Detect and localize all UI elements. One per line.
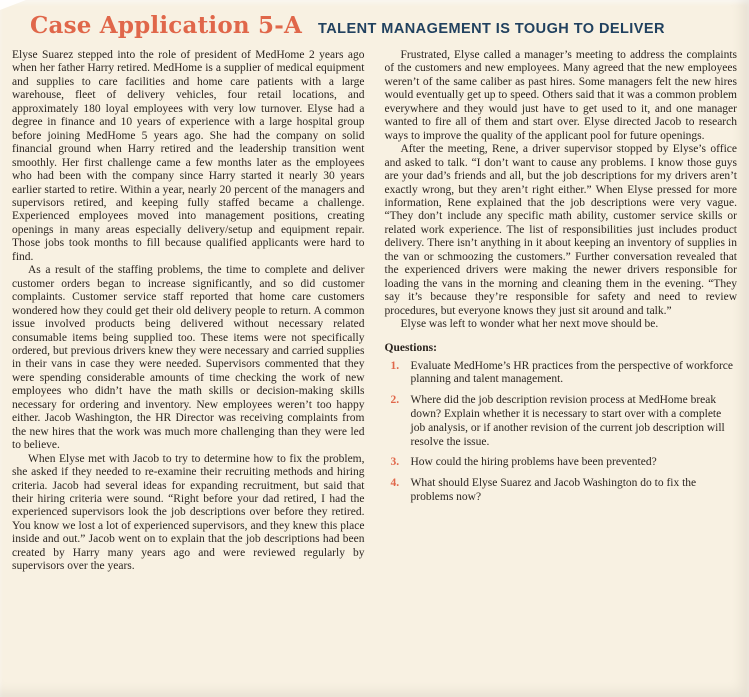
paragraph: When Elyse met with Jacob to try to determine how to fix the problem, she asked if they needed to re-examine their recruiting methods and hiring criteria. Jacob had several ideas for expanding recruitment, but said that their hiring criteria were sound. “Right before your dad retired, I had the experienced supervisors look the job descriptions over before they retired. You know we lost a lot of experienced supervisors, and they knew this place inside and out.” Jacob went on to explain that the job descriptions had been created by Harry many years ago and were reviewed regularly by supervisors over the years. bbox=[12, 452, 365, 573]
question-number: 4. bbox=[390, 477, 400, 490]
question-number: 3. bbox=[390, 456, 400, 469]
case-header bbox=[12, 8, 737, 41]
paragraph: Frustrated, Elyse called a manager’s meeting to address the complaints of the customers and new employees. Many agreed that the new employees weren’t of the same caliber as past hires. Some managers felt the new hires would eventually get up to speed. Others said that it was a common problem everywhere and they would just have to get used to it, and one manager wanted to fire all of them and start over. Elyse directed Jacob to research ways to improve the quality of the applicant pool for future openings. bbox=[384, 49, 737, 142]
question-item bbox=[391, 477, 738, 505]
question-text: What should Elyse Suarez and Jacob Washington do to fix the problems now? bbox=[410, 477, 697, 503]
paragraph: As a result of the staffing problems, the time to complete and deliver customer orders began to increase significantly, and so did customer complaints. Customer service staff reported that home care customers wondered how they could get their old delivery people to return. A common issue involved products being delivered without necessary related consumable items being supplied too. These items were not specifically ordered, but previous drivers knew they were necessary and carried supplies in their vans in case they were needed. Supervisors commented that they were spending considerable amounts of time checking the work of new employees who didn’t have the math skills or decision-making skills necessary for ordering and inventory. New employees weren’t too happy either. Jacob Washington, the HR Director was receiving complaints from the new hires that the work was much more challenging than they were led to believe. bbox=[12, 264, 365, 452]
question-item bbox=[391, 360, 738, 388]
question-number: 2. bbox=[390, 394, 400, 407]
paragraph: Elyse was left to wonder what her next move should be. bbox=[400, 318, 659, 331]
page-title: TALENT MANAGEMENT IS TOUGH TO DELIVER bbox=[318, 21, 665, 37]
question-number: 1. bbox=[390, 359, 400, 372]
case-application-label: Case Application 5-A bbox=[30, 12, 303, 39]
two-column-body bbox=[12, 49, 737, 574]
question-item bbox=[391, 456, 738, 470]
questions-heading: Questions: bbox=[384, 341, 437, 354]
left-column bbox=[12, 49, 365, 574]
questions-list bbox=[385, 360, 738, 505]
question-item bbox=[391, 394, 738, 449]
paragraph: Elyse Suarez stepped into the role of president of MedHome 2 years ago when her father Harry retired. MedHome is a supplier of medical equipment and supplies to care facilities and home care patients with a large warehouse, fleet of delivery vehicles, four retail locations, and approximately 180 loyal employees with very low turnover. Elyse had a degree in finance and 10 years of experience with a large hospital group before joining MedHome 5 years ago. She had the company on solid financial ground when Harry retired and the leadership transition went smoothly. Her first challenge came a few months later as the employees who had been with the company since Harry started it nearly 30 years earlier started to retire. Within a year, nearly 20 percent of the managers and supervisors retired, and keeping fully staffed became a challenge. Experienced employees moved into management positions, creating openings in many areas especially delivery/setup and equipment repair. Those jobs took months to fill because qualified applicants were hard to find. bbox=[12, 49, 365, 263]
question-text: How could the hiring problems have been prevented? bbox=[410, 456, 657, 469]
right-column bbox=[385, 49, 738, 574]
question-text: Evaluate MedHome’s HR practices from the perspective of workforce planning and talent management. bbox=[410, 359, 734, 386]
paragraph: After the meeting, Rene, a driver supervisor stopped by Elyse’s office and asked to talk. “I don’t want to cause any problems. I know those guys are your dad’s friends and all, but the job descriptions for my drivers aren’t exactly wrong, but they aren’t right either.” When Elyse pressed for more information, Rene explained that the job descriptions were very vague. “They don’t include any specific math ability, customer service skills or related work experience. The list of responsibilities just includes product delivery. There isn’t anything in it about keeping an inventory of supplies in the van or schmoozing the customers.” Further conversation revealed that the experienced drivers were making the newer drivers responsible for loading the vans in the morning and cleaning them in the evening. “They say it’s because they’re responsible for safety and need to review procedures, but everyone knows they just sit around and talk.” bbox=[384, 143, 737, 317]
question-text: Where did the job description revision process at MedHome break down? Explain whether it is necessary to start over with a complete job analysis, or if another revision of the current job description will resolve the issue. bbox=[410, 394, 725, 448]
